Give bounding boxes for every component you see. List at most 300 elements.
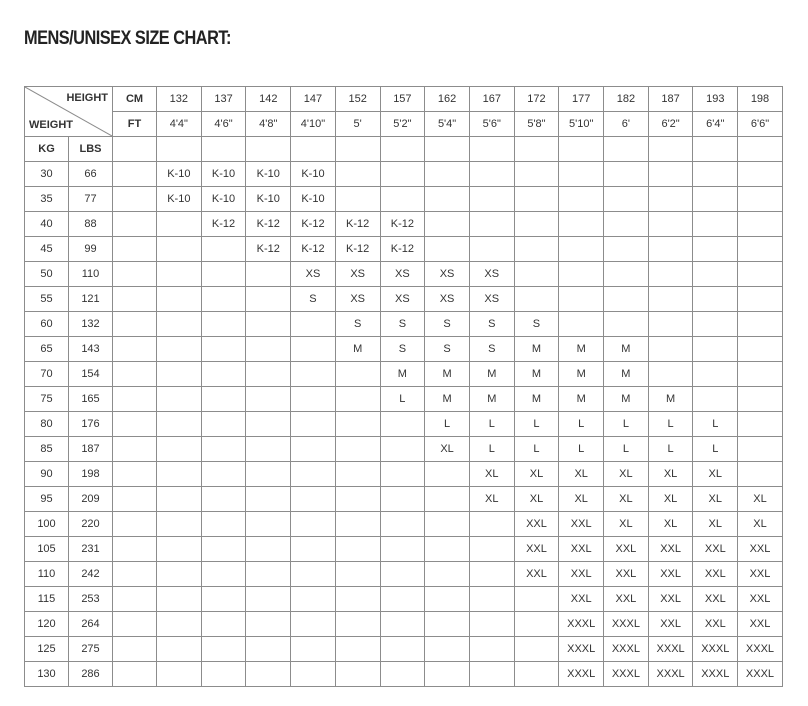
- weight-lbs-cell: 165: [69, 387, 113, 412]
- table-row: [25, 312, 783, 337]
- size-cell: [157, 462, 202, 487]
- size-cell: [469, 587, 514, 612]
- weight-lbs-cell: 77: [69, 187, 113, 212]
- size-cell: L: [693, 412, 738, 437]
- table-row: [25, 337, 783, 362]
- size-cell: [201, 387, 246, 412]
- size-cell: XXL: [648, 562, 693, 587]
- height-ft-cell: 5'8": [514, 112, 559, 137]
- size-cell: [335, 437, 380, 462]
- size-cell: [559, 312, 604, 337]
- size-cell: [604, 212, 649, 237]
- size-cell: XS: [425, 262, 470, 287]
- size-cell: [425, 237, 470, 262]
- size-cell: K-12: [201, 212, 246, 237]
- height-ft-cell: 5'4": [425, 112, 470, 137]
- size-cell: XL: [738, 487, 783, 512]
- size-cell: [291, 362, 336, 387]
- size-cell: XL: [693, 462, 738, 487]
- weight-kg-cell: 50: [25, 262, 69, 287]
- size-cell: K-12: [246, 212, 291, 237]
- weight-lbs-cell: 275: [69, 637, 113, 662]
- size-cell: [335, 512, 380, 537]
- size-cell: XXXL: [693, 662, 738, 687]
- size-cell: [201, 537, 246, 562]
- weight-kg-cell: 80: [25, 412, 69, 437]
- size-cell: [157, 437, 202, 462]
- size-cell: K-10: [201, 162, 246, 187]
- size-cell: [514, 662, 559, 687]
- size-cell: XL: [559, 487, 604, 512]
- size-cell: XL: [514, 487, 559, 512]
- size-cell: [469, 162, 514, 187]
- size-cell: [380, 187, 425, 212]
- size-cell: [738, 312, 783, 337]
- size-cell: [246, 362, 291, 387]
- size-cell: [246, 487, 291, 512]
- size-cell: [157, 212, 202, 237]
- size-cell: S: [380, 337, 425, 362]
- size-cell: S: [425, 312, 470, 337]
- weight-lbs-cell: 88: [69, 212, 113, 237]
- size-cell: XS: [380, 262, 425, 287]
- size-cell: [604, 262, 649, 287]
- size-cell: [201, 487, 246, 512]
- height-ft-cell: 5'10": [559, 112, 604, 137]
- size-cell: XXXL: [693, 637, 738, 662]
- size-cell: XL: [469, 487, 514, 512]
- size-cell: [559, 262, 604, 287]
- size-cell: [335, 612, 380, 637]
- size-cell: [380, 162, 425, 187]
- size-cell: XS: [335, 262, 380, 287]
- size-cell: M: [335, 337, 380, 362]
- weight-kg-cell: 130: [25, 662, 69, 687]
- weight-kg-cell: 90: [25, 462, 69, 487]
- size-cell: [380, 612, 425, 637]
- table-row: [25, 212, 783, 237]
- weight-lbs-cell: 121: [69, 287, 113, 312]
- height-cm-cell: 152: [335, 87, 380, 112]
- table-row: [25, 287, 783, 312]
- header-row-kg-lbs: [25, 137, 783, 162]
- size-cell: K-12: [335, 212, 380, 237]
- size-cell: [157, 337, 202, 362]
- size-cell: XXL: [738, 562, 783, 587]
- table-row: [25, 412, 783, 437]
- weight-kg-cell: 75: [25, 387, 69, 412]
- size-cell: [469, 512, 514, 537]
- size-cell: [693, 362, 738, 387]
- empty-cell: [335, 137, 380, 162]
- size-cell: [380, 637, 425, 662]
- size-cell: K-12: [246, 237, 291, 262]
- size-cell: S: [291, 287, 336, 312]
- size-cell: [246, 262, 291, 287]
- size-cell: [335, 537, 380, 562]
- size-cell: [559, 187, 604, 212]
- size-cell: XXXL: [604, 637, 649, 662]
- size-cell: XXL: [604, 537, 649, 562]
- table-row: [25, 612, 783, 637]
- size-cell: XL: [648, 512, 693, 537]
- size-cell: [246, 337, 291, 362]
- height-ft-cell: 5'2": [380, 112, 425, 137]
- size-cell: [693, 387, 738, 412]
- size-cell: K-12: [291, 237, 336, 262]
- size-cell: [604, 162, 649, 187]
- size-cell: M: [514, 362, 559, 387]
- size-cell: [738, 362, 783, 387]
- size-cell: [648, 312, 693, 337]
- weight-lbs-cell: 99: [69, 237, 113, 262]
- size-cell: [380, 437, 425, 462]
- cm-label: CM: [113, 87, 157, 112]
- size-cell: [559, 212, 604, 237]
- size-cell: XXL: [738, 612, 783, 637]
- size-cell: [291, 587, 336, 612]
- size-cell: [246, 312, 291, 337]
- empty-cell: [738, 137, 783, 162]
- weight-kg-cell: 95: [25, 487, 69, 512]
- size-cell: XXL: [648, 537, 693, 562]
- size-cell: [246, 412, 291, 437]
- height-label: HEIGHT: [66, 92, 108, 104]
- size-cell: M: [469, 387, 514, 412]
- height-ft-cell: 6'6": [738, 112, 783, 137]
- size-cell: [425, 487, 470, 512]
- table-row: [25, 587, 783, 612]
- weight-lbs-cell: 176: [69, 412, 113, 437]
- size-cell: [335, 562, 380, 587]
- size-cell: XXXL: [648, 637, 693, 662]
- size-cell: [648, 362, 693, 387]
- size-cell: L: [425, 412, 470, 437]
- size-cell: [157, 412, 202, 437]
- size-cell: [693, 212, 738, 237]
- weight-kg-cell: 85: [25, 437, 69, 462]
- size-cell: XXL: [693, 537, 738, 562]
- size-cell: [738, 212, 783, 237]
- size-cell: L: [604, 437, 649, 462]
- empty-cell: [648, 137, 693, 162]
- size-cell: [469, 212, 514, 237]
- size-cell: [291, 662, 336, 687]
- size-cell: [157, 312, 202, 337]
- lbs-label: LBS: [69, 137, 113, 162]
- weight-lbs-cell: 198: [69, 462, 113, 487]
- size-cell: [425, 662, 470, 687]
- size-cell: XXL: [559, 537, 604, 562]
- size-cell: XL: [648, 487, 693, 512]
- size-cell: [246, 512, 291, 537]
- size-cell: [738, 437, 783, 462]
- size-cell: XXL: [604, 587, 649, 612]
- size-cell: XXL: [514, 512, 559, 537]
- size-cell: XS: [335, 287, 380, 312]
- table-row: [25, 637, 783, 662]
- height-ft-cell: 4'6": [201, 112, 246, 137]
- weight-kg-cell: 45: [25, 237, 69, 262]
- size-cell: [291, 537, 336, 562]
- empty-cell: [246, 137, 291, 162]
- size-cell: XXXL: [604, 612, 649, 637]
- size-cell: K-10: [157, 187, 202, 212]
- weight-kg-cell: 30: [25, 162, 69, 187]
- weight-lbs-cell: 187: [69, 437, 113, 462]
- size-cell: L: [648, 437, 693, 462]
- empty-cell: [604, 137, 649, 162]
- size-cell: [201, 562, 246, 587]
- size-cell: [335, 362, 380, 387]
- size-cell: [201, 462, 246, 487]
- size-cell: XL: [693, 512, 738, 537]
- size-cell: [738, 412, 783, 437]
- size-cell: XL: [604, 512, 649, 537]
- size-cell: [291, 487, 336, 512]
- empty-cell: [113, 237, 157, 262]
- size-cell: [291, 312, 336, 337]
- size-cell: [648, 337, 693, 362]
- kg-label: KG: [25, 137, 69, 162]
- size-cell: K-10: [291, 162, 336, 187]
- size-cell: XXXL: [559, 662, 604, 687]
- weight-lbs-cell: 132: [69, 312, 113, 337]
- size-cell: [335, 587, 380, 612]
- size-cell: [201, 362, 246, 387]
- empty-cell: [113, 137, 157, 162]
- size-cell: [648, 262, 693, 287]
- size-cell: S: [469, 337, 514, 362]
- size-cell: [604, 237, 649, 262]
- size-cell: M: [604, 362, 649, 387]
- size-cell: [738, 387, 783, 412]
- size-cell: M: [514, 387, 559, 412]
- weight-kg-cell: 110: [25, 562, 69, 587]
- size-cell: [291, 612, 336, 637]
- weight-lbs-cell: 154: [69, 362, 113, 387]
- size-cell: [246, 587, 291, 612]
- size-cell: L: [469, 412, 514, 437]
- size-cell: [738, 187, 783, 212]
- size-cell: [648, 187, 693, 212]
- size-cell: [380, 537, 425, 562]
- size-cell: M: [469, 362, 514, 387]
- size-cell: [157, 487, 202, 512]
- empty-cell: [201, 137, 246, 162]
- table-row: [25, 537, 783, 562]
- weight-kg-cell: 55: [25, 287, 69, 312]
- size-cell: L: [469, 437, 514, 462]
- size-cell: [693, 262, 738, 287]
- empty-cell: [113, 387, 157, 412]
- size-cell: [201, 512, 246, 537]
- table-row: [25, 187, 783, 212]
- size-cell: [157, 537, 202, 562]
- empty-cell: [469, 137, 514, 162]
- empty-cell: [113, 162, 157, 187]
- size-cell: XXL: [514, 537, 559, 562]
- table-row: [25, 262, 783, 287]
- size-cell: XXXL: [738, 637, 783, 662]
- weight-kg-cell: 60: [25, 312, 69, 337]
- empty-cell: [113, 437, 157, 462]
- size-cell: [201, 412, 246, 437]
- size-cell: [157, 387, 202, 412]
- size-cell: [559, 162, 604, 187]
- height-cm-cell: 177: [559, 87, 604, 112]
- height-ft-cell: 4'8": [246, 112, 291, 137]
- empty-cell: [113, 312, 157, 337]
- size-cell: [157, 612, 202, 637]
- size-cell: XXXL: [648, 662, 693, 687]
- size-cell: XL: [514, 462, 559, 487]
- size-cell: [425, 512, 470, 537]
- weight-lbs-cell: 231: [69, 537, 113, 562]
- size-cell: [380, 662, 425, 687]
- size-cell: [425, 612, 470, 637]
- size-cell: [380, 587, 425, 612]
- size-cell: [514, 237, 559, 262]
- size-cell: [246, 537, 291, 562]
- size-cell: [201, 437, 246, 462]
- size-cell: [291, 637, 336, 662]
- size-cell: M: [559, 337, 604, 362]
- size-cell: M: [514, 337, 559, 362]
- size-cell: [469, 612, 514, 637]
- size-cell: XXL: [514, 562, 559, 587]
- size-cell: [291, 412, 336, 437]
- size-cell: K-10: [201, 187, 246, 212]
- height-cm-cell: 193: [693, 87, 738, 112]
- size-cell: [201, 237, 246, 262]
- size-cell: M: [648, 387, 693, 412]
- size-cell: M: [425, 362, 470, 387]
- size-cell: K-10: [291, 187, 336, 212]
- size-cell: S: [514, 312, 559, 337]
- size-cell: S: [469, 312, 514, 337]
- size-cell: [425, 212, 470, 237]
- empty-cell: [113, 262, 157, 287]
- empty-cell: [113, 587, 157, 612]
- empty-cell: [113, 462, 157, 487]
- size-cell: [514, 187, 559, 212]
- weight-label: WEIGHT: [29, 119, 73, 131]
- size-cell: [157, 237, 202, 262]
- empty-cell: [514, 137, 559, 162]
- table-row: [25, 362, 783, 387]
- size-cell: L: [559, 437, 604, 462]
- size-cell: [559, 287, 604, 312]
- size-cell: XXL: [559, 562, 604, 587]
- weight-kg-cell: 105: [25, 537, 69, 562]
- table-row: [25, 237, 783, 262]
- table-row: [25, 512, 783, 537]
- size-cell: XS: [425, 287, 470, 312]
- size-cell: XL: [648, 462, 693, 487]
- size-cell: [291, 387, 336, 412]
- height-ft-cell: 6'2": [648, 112, 693, 137]
- size-cell: K-12: [380, 237, 425, 262]
- height-ft-cell: 5': [335, 112, 380, 137]
- size-cell: [738, 162, 783, 187]
- size-cell: [514, 212, 559, 237]
- size-cell: [604, 187, 649, 212]
- size-cell: XL: [559, 462, 604, 487]
- size-cell: [425, 587, 470, 612]
- weight-lbs-cell: 143: [69, 337, 113, 362]
- size-cell: S: [425, 337, 470, 362]
- size-cell: [335, 412, 380, 437]
- size-cell: [291, 462, 336, 487]
- size-cell: [425, 537, 470, 562]
- size-cell: [693, 287, 738, 312]
- empty-cell: [113, 662, 157, 687]
- size-cell: [738, 262, 783, 287]
- weight-kg-cell: 115: [25, 587, 69, 612]
- weight-lbs-cell: 242: [69, 562, 113, 587]
- empty-cell: [291, 137, 336, 162]
- size-cell: [648, 287, 693, 312]
- size-cell: [380, 487, 425, 512]
- empty-cell: [113, 412, 157, 437]
- weight-kg-cell: 35: [25, 187, 69, 212]
- height-cm-cell: 147: [291, 87, 336, 112]
- size-cell: [738, 337, 783, 362]
- empty-cell: [559, 137, 604, 162]
- size-cell: L: [514, 437, 559, 462]
- size-cell: XXXL: [559, 612, 604, 637]
- empty-cell: [693, 137, 738, 162]
- height-cm-cell: 198: [738, 87, 783, 112]
- size-cell: [693, 237, 738, 262]
- height-cm-cell: 132: [157, 87, 202, 112]
- empty-cell: [380, 137, 425, 162]
- size-cell: [335, 662, 380, 687]
- size-cell: [335, 462, 380, 487]
- size-cell: M: [559, 387, 604, 412]
- empty-cell: [113, 337, 157, 362]
- size-cell: [648, 212, 693, 237]
- size-cell: XL: [425, 437, 470, 462]
- size-cell: [514, 162, 559, 187]
- size-cell: XXL: [648, 587, 693, 612]
- size-cell: [469, 187, 514, 212]
- size-cell: K-12: [380, 212, 425, 237]
- size-cell: [469, 662, 514, 687]
- ft-label: FT: [113, 112, 157, 137]
- size-cell: [201, 287, 246, 312]
- size-cell: [425, 637, 470, 662]
- size-cell: [514, 587, 559, 612]
- size-cell: [514, 612, 559, 637]
- height-ft-cell: 4'4": [157, 112, 202, 137]
- empty-cell: [113, 562, 157, 587]
- empty-cell: [113, 612, 157, 637]
- size-cell: [469, 637, 514, 662]
- size-cell: XS: [380, 287, 425, 312]
- size-cell: [201, 337, 246, 362]
- empty-cell: [113, 362, 157, 387]
- size-cell: M: [425, 387, 470, 412]
- weight-lbs-cell: 110: [69, 262, 113, 287]
- size-cell: XXL: [738, 587, 783, 612]
- size-cell: [246, 662, 291, 687]
- size-cell: [201, 662, 246, 687]
- table-row: [25, 562, 783, 587]
- table-row: [25, 487, 783, 512]
- size-cell: [380, 412, 425, 437]
